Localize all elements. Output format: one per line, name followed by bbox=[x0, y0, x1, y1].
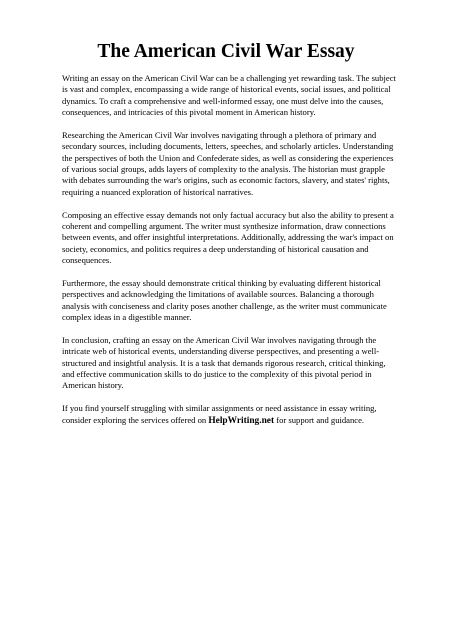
text-line: intricate web of historical events, understanding diverse perspectives, and presenting a well- bbox=[62, 346, 380, 357]
document-body bbox=[62, 73, 402, 439]
paragraph-composing bbox=[62, 210, 402, 267]
paragraph-conclusion bbox=[62, 335, 402, 392]
text-line: consequences. bbox=[62, 255, 112, 265]
text-line: consequences, and intricacies of this pivotal moment in American history. bbox=[62, 107, 316, 118]
text-line: Composing an effective essay demands not only factual accuracy but also the ability to present a bbox=[62, 209, 394, 220]
text-line: structured and insightful analysis. It is a task that demands rigorous research, critical thinking, bbox=[62, 357, 386, 368]
text-line bbox=[62, 415, 402, 427]
paragraph-intro bbox=[62, 73, 402, 118]
text-line: complex ideas in a digestible manner. bbox=[62, 311, 192, 322]
text-line: analysis with conciseness and clarity poses another challenge, as the writer must communicate bbox=[62, 300, 387, 311]
document-title: The American Civil War Essay bbox=[97, 41, 355, 62]
text-line: with debates surrounding the war's origins, such as economic factors, slavery, and states' rights, bbox=[62, 175, 390, 186]
paragraph-closing bbox=[62, 403, 402, 427]
text-line: requiring a nuanced exploration of historical narratives. bbox=[62, 186, 254, 197]
text-line: is vast and complex, encompassing a wide range of historical events, social issues, and political bbox=[62, 84, 391, 95]
text-line: If you find yourself struggling with similar assignments or need assistance in essay writing, bbox=[62, 403, 377, 414]
text-line: and effective communication skills to do justice to the complexity of this pivotal period in bbox=[62, 368, 372, 379]
text-line: coherent and compelling argument. The writer must synthesize information, draw connections bbox=[62, 220, 386, 231]
text-line: secondary sources, including documents, letters, speeches, and scholarly articles. Understanding bbox=[62, 141, 394, 152]
text-line: society, economics, and politics requires a deep understanding of historical causation and bbox=[62, 243, 369, 254]
text-line: between events, and offer insightful interpretations. Additionally, addressing the war's impact on bbox=[62, 232, 394, 243]
text-line: Writing an essay on the American Civil War can be a challenging yet rewarding task. The subject bbox=[62, 73, 396, 83]
closing-text-before-link: consider exploring the services offered on bbox=[62, 414, 209, 425]
closing-text-after-link: for support and guidance. bbox=[274, 414, 365, 425]
paragraph-critical-thinking bbox=[62, 278, 402, 323]
helpwriting-link[interactable]: HelpWriting.net bbox=[208, 415, 275, 426]
text-line: Furthermore, the essay should demonstrate critical thinking by evaluating different historical bbox=[62, 277, 381, 288]
text-line: Researching the American Civil War involves navigating through a plethora of primary and bbox=[62, 129, 377, 140]
text-line: American history. bbox=[62, 380, 124, 391]
text-line: dynamics. To craft a comprehensive and well-informed essay, one must delve into the causes, bbox=[62, 95, 384, 106]
paragraph-research bbox=[62, 130, 402, 198]
text-line: perspectives and acknowledging the limitations of available sources. Balancing a thorough bbox=[62, 289, 374, 300]
text-line: the perspectives of both the Union and Confederate sides, as well as considering the experiences bbox=[62, 152, 394, 163]
text-line: In conclusion, crafting an essay on the American Civil War involves navigating through the bbox=[62, 334, 377, 345]
text-line: of various social groups, adds layers of complexity to the analysis. The historian must grapple bbox=[62, 164, 385, 174]
